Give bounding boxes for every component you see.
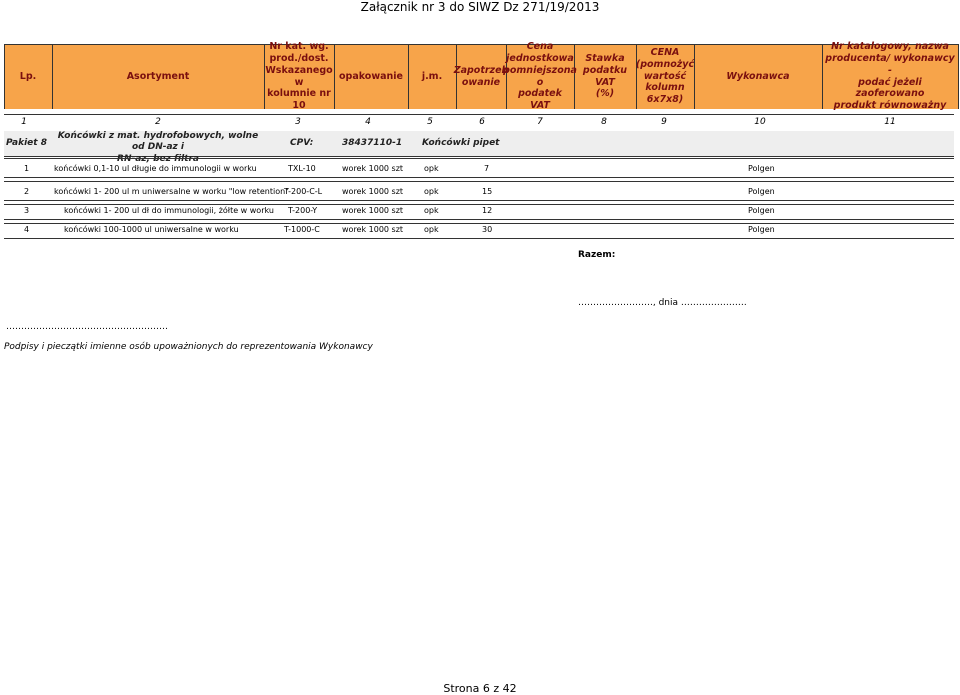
pakiet-label: Pakiet 8: [6, 138, 47, 148]
header-lp: Lp.: [19, 70, 37, 82]
row-wykonawca: Polgen: [748, 164, 775, 173]
header-asortyment: Asortyment: [126, 70, 190, 82]
row-nr: TXL-10: [288, 164, 316, 173]
row-qty: 15: [482, 187, 493, 196]
row-opakowanie: worek 1000 szt: [342, 225, 404, 234]
date-line: ……………………., dnia ………………….: [578, 298, 747, 308]
row-name: końcówki 1- 200 ul m uniwersalne w worku "low retention": [54, 187, 289, 196]
row-wykonawca: Polgen: [748, 187, 775, 196]
row-qty: 12: [482, 206, 493, 215]
header-cena-total: CENA (pomnożyć wartość kolumn 6x7x8): [635, 46, 695, 106]
header-jm: j.m.: [421, 70, 443, 82]
column-number: 6: [479, 117, 485, 127]
row-wykonawca: Polgen: [748, 225, 775, 234]
row-nr: T-1000-C: [284, 225, 320, 234]
row-wykonawca: Polgen: [748, 206, 775, 215]
row-nr: T-200-Y: [288, 206, 318, 215]
row-name: końcówki 0,1-10 ul długie do immunologii w worku: [54, 164, 257, 173]
row-jm: opk: [424, 225, 439, 234]
row-jm: opk: [424, 187, 439, 196]
row-qty: 30: [482, 225, 493, 234]
row-lp: 3: [24, 206, 30, 215]
row-jm: opk: [424, 164, 439, 173]
row-lp: 1: [24, 164, 30, 173]
header-stawka-vat: Stawka podatku VAT (%): [582, 52, 628, 100]
header-cena-jednostkowa: Cena jednostkowa pomniejszona o podatek VAT: [503, 40, 577, 112]
column-number: 8: [601, 117, 607, 127]
column-number: 11: [884, 117, 896, 127]
column-number: 9: [661, 117, 667, 127]
column-number: 1: [21, 117, 27, 127]
row-lp: 2: [24, 187, 30, 196]
header-wykonawca: Wykonawca: [726, 70, 790, 82]
cpv-value: 38437110-1: [342, 138, 403, 148]
cpv-label: CPV:: [290, 138, 314, 148]
row-opakowanie: worek 1000 szt: [342, 164, 404, 173]
signature-dots: ………………………………………………: [6, 322, 168, 332]
header-zapotrzebowanie: Zapotrzeb owanie: [453, 64, 509, 88]
row-nr: T-200-C-L: [284, 187, 323, 196]
column-number: 2: [155, 117, 161, 127]
column-number: 3: [295, 117, 301, 127]
pakiet-description: Końcówki z mat. hydrofobowych, wolne od DN-az i RN-az, bez filtra: [57, 131, 259, 164]
column-number: 10: [754, 117, 766, 127]
column-number: 5: [427, 117, 433, 127]
page-number: Strona 6 z 42: [443, 682, 517, 695]
header-nr-kat: Nr kat. wg. prod./dost. Wskazanego w kolumnie nr 10: [265, 40, 333, 112]
row-opakowanie: worek 1000 szt: [342, 187, 404, 196]
row-lp: 4: [24, 225, 30, 234]
row-opakowanie: worek 1000 szt: [342, 206, 404, 215]
page-title: Załącznik nr 3 do SIWZ Dz 271/19/2013: [360, 0, 600, 14]
column-number: 4: [365, 117, 371, 127]
pakiet-category: Końcówki pipet: [422, 138, 500, 148]
column-number: 7: [537, 117, 543, 127]
razem-label: Razem:: [578, 250, 616, 260]
row-qty: 7: [484, 164, 490, 173]
signature-caption: Podpisy i pieczątki imienne osób upoważnionych do reprezentowania Wykonawcy: [4, 342, 373, 352]
header-opakowanie: opakowanie: [339, 70, 403, 82]
row-name: końcówki 1- 200 ul dł do immunologii, żółte w worku: [64, 206, 274, 215]
row-name: końcówki 100-1000 ul uniwersalne w worku: [64, 225, 239, 234]
header-nr-katalogowy: Nr katalogowy, nazwa producenta/ wykonawcy - podać jeżeli zaoferowano produkt równoważny: [825, 40, 955, 112]
row-jm: opk: [424, 206, 439, 215]
